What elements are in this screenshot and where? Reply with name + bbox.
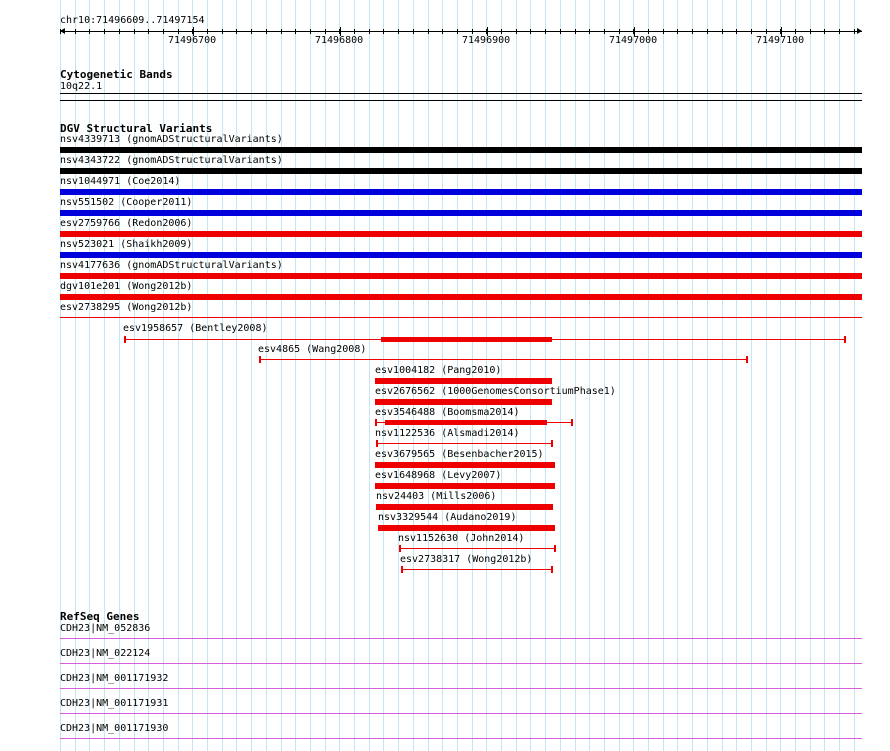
ruler-axis <box>60 31 862 32</box>
gene-intron-line <box>60 663 862 664</box>
feature-label: nsv4343722 (gnomADStructuralVariants) <box>60 155 283 166</box>
gene-label: CDH23|NM_022124 <box>60 648 151 659</box>
feature-end-cap <box>551 566 553 573</box>
feature-end-cap <box>746 356 748 363</box>
feature-label: nsv1044971 (Coe2014) <box>60 176 181 187</box>
feature-label: esv4865 (Wang2008) <box>258 344 367 355</box>
ruler-minor-tick <box>222 29 223 34</box>
ruler-minor-tick <box>824 29 825 34</box>
locus-label: chr10:71496609..71497154 <box>60 15 205 26</box>
gene-intron-line <box>60 738 862 739</box>
feature-label: esv1648968 (Levy2007) <box>375 470 502 481</box>
feature-label: nsv523021 (Shaikh2009) <box>60 239 193 250</box>
feature-label: nsv4339713 (gnomADStructuralVariants) <box>60 134 283 145</box>
feature-end-cap <box>401 566 403 573</box>
feature-label: nsv1122536 (Alsmadi2014) <box>375 428 520 439</box>
ruler-minor-tick <box>619 29 620 34</box>
ruler-minor-tick <box>104 29 105 34</box>
cytoband-bar-bottom <box>60 100 862 101</box>
feature-end-cap <box>554 545 556 552</box>
feature-end-cap <box>376 440 378 447</box>
cytoband-track-title[interactable]: Cytogenetic Bands <box>60 68 173 81</box>
ruler-minor-tick <box>457 29 458 34</box>
feature-line <box>376 443 553 444</box>
ruler-minor-tick <box>428 29 429 34</box>
ruler-minor-tick <box>398 29 399 34</box>
ruler-minor-tick <box>530 29 531 34</box>
feature-end-cap <box>551 440 553 447</box>
ruler-minor-tick <box>575 29 576 34</box>
ruler-minor-tick <box>89 29 90 34</box>
feature-label: esv1958657 (Bentley2008) <box>123 323 268 334</box>
feature-label: nsv3329544 (Audano2019) <box>378 512 517 523</box>
feature-bar <box>60 252 862 258</box>
ruler-minor-tick <box>207 29 208 34</box>
ruler-tick-label: 71497000 <box>609 35 658 46</box>
ruler-minor-tick <box>75 29 76 34</box>
ruler-right-arrow-icon <box>857 28 862 34</box>
gene-label: CDH23|NM_001171932 <box>60 673 169 684</box>
ruler-minor-tick <box>560 29 561 34</box>
ruler-minor-tick <box>501 29 502 34</box>
feature-bar <box>60 294 862 300</box>
feature-bar <box>375 399 552 405</box>
ruler-minor-tick <box>604 29 605 34</box>
ruler-minor-tick <box>295 29 296 34</box>
feature-line <box>401 569 553 570</box>
ruler-minor-tick <box>854 29 855 34</box>
feature-end-cap <box>844 336 846 343</box>
ruler-minor-tick <box>442 29 443 34</box>
ruler-minor-tick <box>707 29 708 34</box>
ruler-minor-tick <box>281 29 282 34</box>
ruler-minor-tick <box>266 29 267 34</box>
ruler-minor-tick <box>413 29 414 34</box>
ruler-minor-tick <box>722 29 723 34</box>
ruler-minor-tick <box>134 29 135 34</box>
feature-bar <box>375 483 555 489</box>
feature-line <box>60 317 862 318</box>
feature-label: nsv1152630 (John2014) <box>398 533 525 544</box>
dgv-track-title[interactable]: DGV Structural Variants <box>60 122 213 135</box>
ruler-minor-tick <box>663 29 664 34</box>
feature-end-cap <box>259 356 261 363</box>
ruler-minor-tick <box>251 29 252 34</box>
feature-bar <box>378 525 555 531</box>
feature-bar <box>375 462 555 468</box>
ruler-minor-tick <box>766 29 767 34</box>
feature-label: esv3546488 (Boomsma2014) <box>375 407 520 418</box>
feature-label: esv1004182 (Pang2010) <box>375 365 502 376</box>
feature-bar <box>385 420 547 425</box>
feature-bar <box>60 147 862 153</box>
feature-end-cap <box>571 419 573 426</box>
feature-label: esv2759766 (Redon2006) <box>60 218 193 229</box>
ruler-minor-tick <box>148 29 149 34</box>
ruler-minor-tick <box>545 29 546 34</box>
ruler-minor-tick <box>472 29 473 34</box>
ruler-tick-label: 71496800 <box>315 35 364 46</box>
cytoband-bar-top[interactable] <box>60 93 862 94</box>
feature-end-cap <box>399 545 401 552</box>
ruler-minor-tick <box>751 29 752 34</box>
ruler-minor-tick <box>325 29 326 34</box>
ruler-tick-label: 71496900 <box>462 35 511 46</box>
ruler-minor-tick <box>589 29 590 34</box>
refseq-track-title[interactable]: RefSeq Genes <box>60 610 140 623</box>
feature-line <box>399 548 556 549</box>
feature-label: esv2738317 (Wong2012b) <box>400 554 533 565</box>
ruler-minor-tick <box>369 29 370 34</box>
ruler-minor-tick <box>236 29 237 34</box>
ruler[interactable] <box>0 0 890 50</box>
feature-bar <box>60 168 862 174</box>
gene-intron-line <box>60 638 862 639</box>
gene-intron-line <box>60 713 862 714</box>
gene-label: CDH23|NM_001171930 <box>60 723 169 734</box>
feature-label: nsv551502 (Cooper2011) <box>60 197 193 208</box>
feature-label: esv2676562 (1000GenomesConsortiumPhase1) <box>375 386 616 397</box>
feature-bar <box>381 337 552 342</box>
feature-bar <box>60 210 862 216</box>
feature-bar <box>60 231 862 237</box>
ruler-minor-tick <box>354 29 355 34</box>
gene-label: CDH23|NM_001171931 <box>60 698 169 709</box>
ruler-minor-tick <box>516 29 517 34</box>
ruler-minor-tick <box>60 29 61 34</box>
ruler-minor-tick <box>839 29 840 34</box>
feature-bar <box>376 504 553 510</box>
ruler-minor-tick <box>736 29 737 34</box>
feature-label: dgv101e201 (Wong2012b) <box>60 281 193 292</box>
feature-end-cap <box>375 419 377 426</box>
ruler-minor-tick <box>795 29 796 34</box>
ruler-minor-tick <box>383 29 384 34</box>
feature-bar <box>60 273 862 279</box>
ruler-tick-label: 71496700 <box>168 35 217 46</box>
gene-label: CDH23|NM_052836 <box>60 623 151 634</box>
ruler-minor-tick <box>677 29 678 34</box>
gene-intron-line <box>60 688 862 689</box>
feature-line <box>259 359 748 360</box>
ruler-tick-label: 71497100 <box>756 35 805 46</box>
feature-label: esv3679565 (Besenbacher2015) <box>375 449 544 460</box>
ruler-minor-tick <box>692 29 693 34</box>
feature-bar <box>60 189 862 195</box>
feature-end-cap <box>124 336 126 343</box>
feature-label: nsv4177636 (gnomADStructuralVariants) <box>60 260 283 271</box>
ruler-minor-tick <box>810 29 811 34</box>
feature-label: nsv24403 (Mills2006) <box>376 491 497 502</box>
ruler-minor-tick <box>119 29 120 34</box>
ruler-minor-tick <box>163 29 164 34</box>
feature-label: esv2738295 (Wong2012b) <box>60 302 193 313</box>
ruler-minor-tick <box>648 29 649 34</box>
ruler-minor-tick <box>310 29 311 34</box>
ruler-minor-tick <box>178 29 179 34</box>
feature-bar <box>375 378 552 384</box>
cytoband-label: 10q22.1 <box>60 81 103 92</box>
